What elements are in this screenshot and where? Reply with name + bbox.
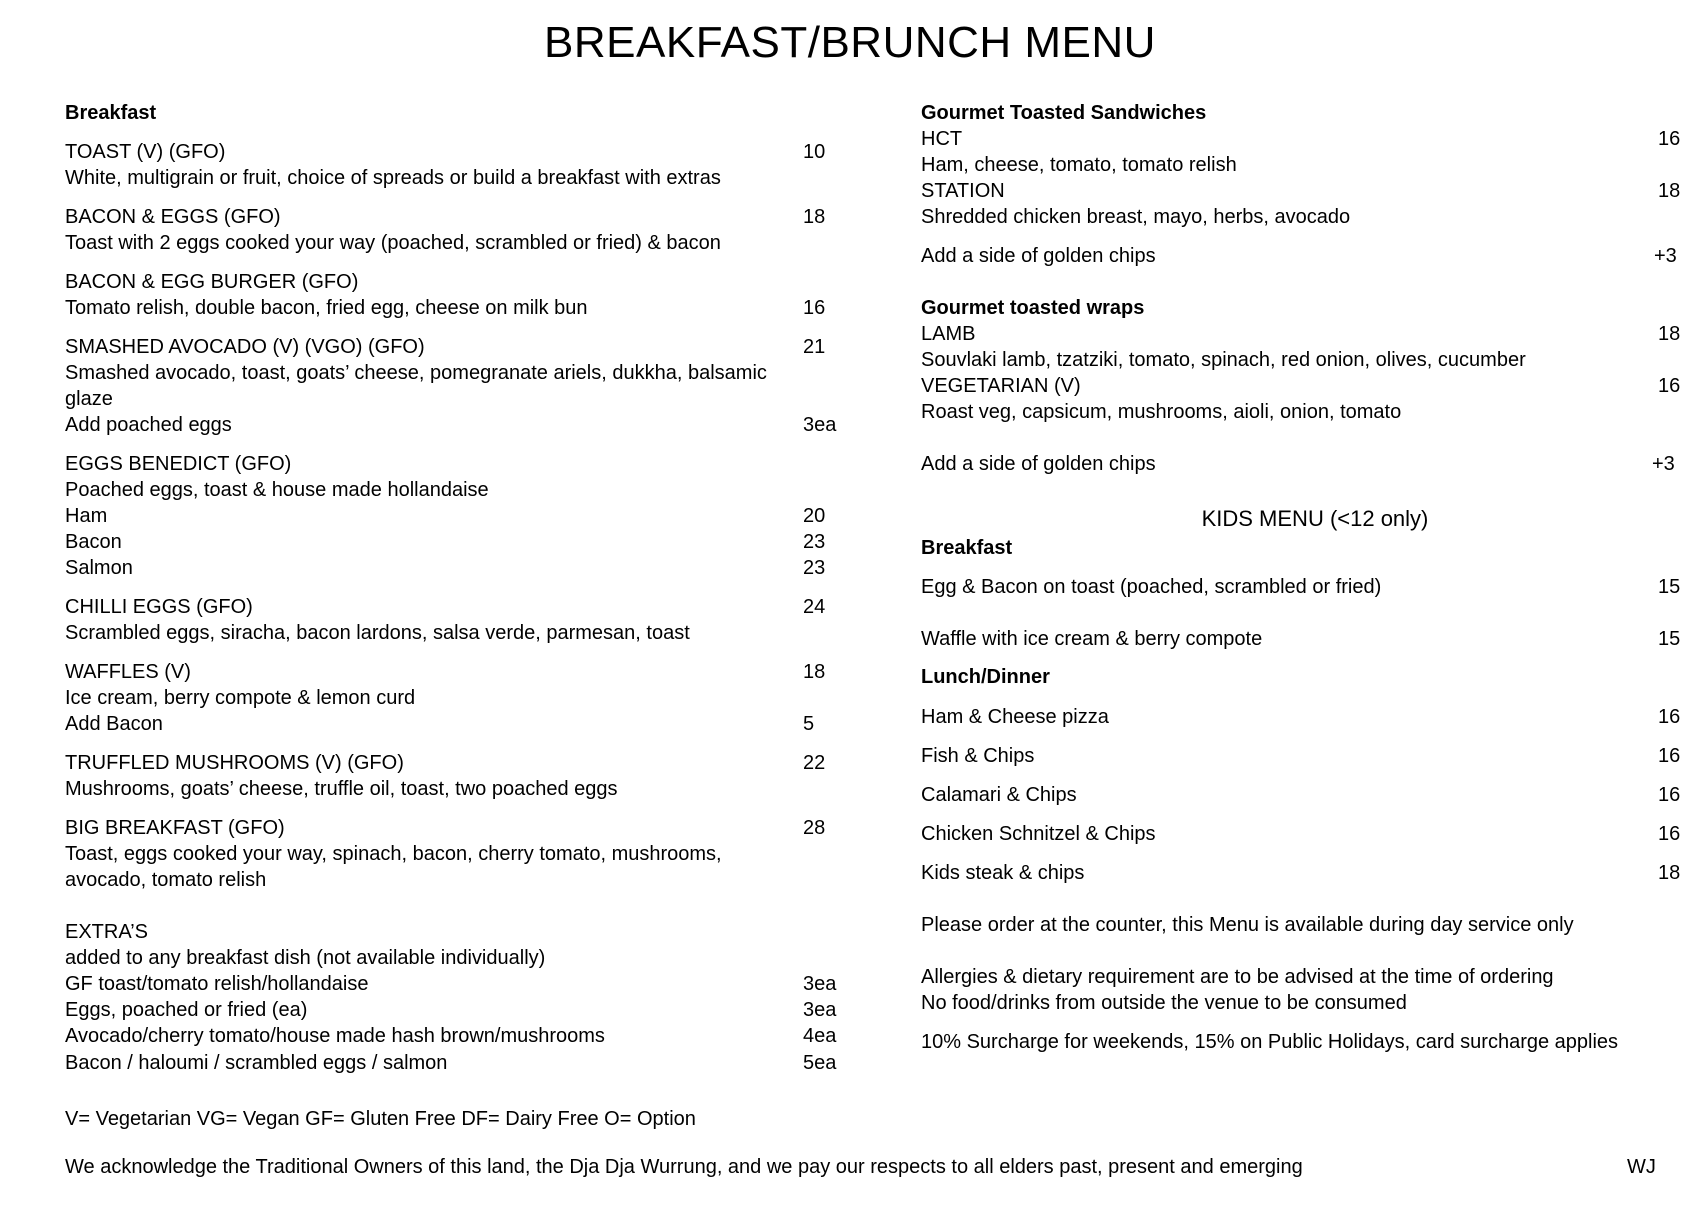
extra-price: 3ea (803, 999, 837, 1021)
outside-food-note: No food/drinks from outside the venue to be consumed (921, 992, 1407, 1014)
item-price: 21 (803, 336, 826, 358)
surcharge-note: 10% Surcharge for weekends, 15% on Public Holidays, card surcharge applies (921, 1031, 1619, 1053)
item-description: Souvlaki lamb, tzatziki, tomato, spinach, red onion, olives, cucumber (921, 349, 1526, 371)
item-price: 16 (1658, 128, 1681, 150)
item-name: STATION (921, 180, 1005, 202)
kids-item-price: 16 (1658, 706, 1681, 728)
item-price: 28 (803, 817, 826, 839)
item-description: Mushrooms, goats’ cheese, truffle oil, toast, two poached eggs (65, 778, 618, 800)
option-name: Salmon (65, 557, 133, 579)
item-description: Ice cream, berry compote & lemon curd (65, 687, 416, 709)
item-price: 16 (803, 297, 826, 319)
item-price: 24 (803, 596, 826, 618)
item-description: Tomato relish, double bacon, fried egg, cheese on milk bun (65, 297, 588, 319)
item-description: Roast veg, capsicum, mushrooms, aioli, onion, tomato (921, 401, 1402, 423)
item-price: 18 (1658, 323, 1681, 345)
extra-name: GF toast/tomato relish/hollandaise (65, 973, 369, 995)
item-description: Smashed avocado, toast, goats’ cheese, pomegranate ariels, dukkha, balsamic (65, 362, 767, 384)
kids-lunch-heading: Lunch/Dinner (921, 666, 1050, 688)
item-price: 22 (803, 752, 826, 774)
option-price: 20 (803, 505, 826, 527)
item-name: BACON & EGG BURGER (GFO) (65, 271, 359, 293)
addon-name: Add Bacon (65, 713, 163, 735)
item-name: CHILLI EGGS (GFO) (65, 596, 253, 618)
item-price: 10 (803, 141, 826, 163)
kids-item-name: Calamari & Chips (921, 784, 1077, 806)
menu-title: BREAKFAST/BRUNCH MENU (544, 18, 1156, 67)
extra-price: 3ea (803, 973, 837, 995)
kids-item-price: 16 (1658, 784, 1681, 806)
addon-name: Add a side of golden chips (921, 245, 1156, 267)
addon-price: +3 (1652, 453, 1675, 475)
item-description: Poached eggs, toast & house made hollandaise (65, 479, 489, 501)
item-name: VEGETARIAN (V) (921, 375, 1081, 397)
item-description: Toast, eggs cooked your way, spinach, bacon, cherry tomato, mushrooms, (65, 843, 722, 865)
item-name: BIG BREAKFAST (GFO) (65, 817, 285, 839)
extra-name: Eggs, poached or fried (ea) (65, 999, 308, 1021)
item-description: White, multigrain or fruit, choice of spreads or build a breakfast with extras (65, 167, 721, 189)
addon-price: 5 (803, 713, 815, 735)
extras-heading: EXTRA’S (65, 921, 148, 943)
kids-item-name: Ham & Cheese pizza (921, 706, 1109, 728)
item-description: Ham, cheese, tomato, tomato relish (921, 154, 1237, 176)
item-price: 18 (803, 206, 826, 228)
item-name: TRUFFLED MUSHROOMS (V) (GFO) (65, 752, 404, 774)
extra-price: 5ea (803, 1052, 837, 1074)
item-name: HCT (921, 128, 963, 150)
dietary-legend: V= Vegetarian VG= Vegan GF= Gluten Free DF= Dairy Free O= Option (65, 1108, 696, 1130)
kids-item-name: Chicken Schnitzel & Chips (921, 823, 1156, 845)
kids-item-price: 16 (1658, 823, 1681, 845)
item-name: TOAST (V) (GFO) (65, 141, 226, 163)
extra-price: 4ea (803, 1025, 837, 1047)
addon-name: Add a side of golden chips (921, 453, 1156, 475)
kids-item-name: Kids steak & chips (921, 862, 1085, 884)
kids-item-price: 15 (1658, 576, 1681, 598)
option-name: Ham (65, 505, 108, 527)
item-description: Scrambled eggs, siracha, bacon lardons, salsa verde, parmesan, toast (65, 622, 690, 644)
item-price: 18 (803, 661, 826, 683)
item-description: Toast with 2 eggs cooked your way (poached, scrambled or fried) & bacon (65, 232, 721, 254)
kids-item-price: 15 (1658, 628, 1681, 650)
kids-item-name: Waffle with ice cream & berry compote (921, 628, 1263, 650)
item-name: LAMB (921, 323, 976, 345)
addon-name: Add poached eggs (65, 414, 232, 436)
item-name: BACON & EGGS (GFO) (65, 206, 281, 228)
item-name: SMASHED AVOCADO (V) (VGO) (GFO) (65, 336, 425, 358)
kids-item-price: 16 (1658, 745, 1681, 767)
extra-name: Bacon / haloumi / scrambled eggs / salmon (65, 1052, 448, 1074)
order-note: Please order at the counter, this Menu is available during day service only (921, 914, 1574, 936)
section-heading-breakfast: Breakfast (65, 102, 157, 124)
allergy-note: Allergies & dietary requirement are to be advised at the time of ordering (921, 966, 1554, 988)
item-price: 18 (1658, 180, 1681, 202)
addon-price: +3 (1654, 245, 1677, 267)
option-name: Bacon (65, 531, 122, 553)
extras-note: added to any breakfast dish (not available individually) (65, 947, 546, 969)
initials: WJ (1627, 1156, 1656, 1178)
option-price: 23 (803, 531, 826, 553)
addon-price: 3ea (803, 414, 837, 436)
section-heading-sandwiches: Gourmet Toasted Sandwiches (921, 102, 1207, 124)
item-description: Shredded chicken breast, mayo, herbs, avocado (921, 206, 1351, 228)
section-heading-wraps: Gourmet toasted wraps (921, 297, 1145, 319)
acknowledgement: We acknowledge the Traditional Owners of this land, the Dja Dja Wurrung, and we pay our respects to all elders past, present and emerging (65, 1156, 1303, 1178)
item-price: 16 (1658, 375, 1681, 397)
kids-item-name: Fish & Chips (921, 745, 1035, 767)
item-name: WAFFLES (V) (65, 661, 191, 683)
kids-item-price: 18 (1658, 862, 1681, 884)
item-description: glaze (65, 388, 113, 410)
kids-menu-heading: KIDS MENU (<12 only) (1201, 506, 1429, 531)
item-name: EGGS BENEDICT (GFO) (65, 453, 292, 475)
kids-item-name: Egg & Bacon on toast (poached, scrambled or fried) (921, 576, 1382, 598)
extra-name: Avocado/cherry tomato/house made hash brown/mushrooms (65, 1025, 605, 1047)
option-price: 23 (803, 557, 826, 579)
item-description: avocado, tomato relish (65, 869, 267, 891)
kids-breakfast-heading: Breakfast (921, 537, 1013, 559)
